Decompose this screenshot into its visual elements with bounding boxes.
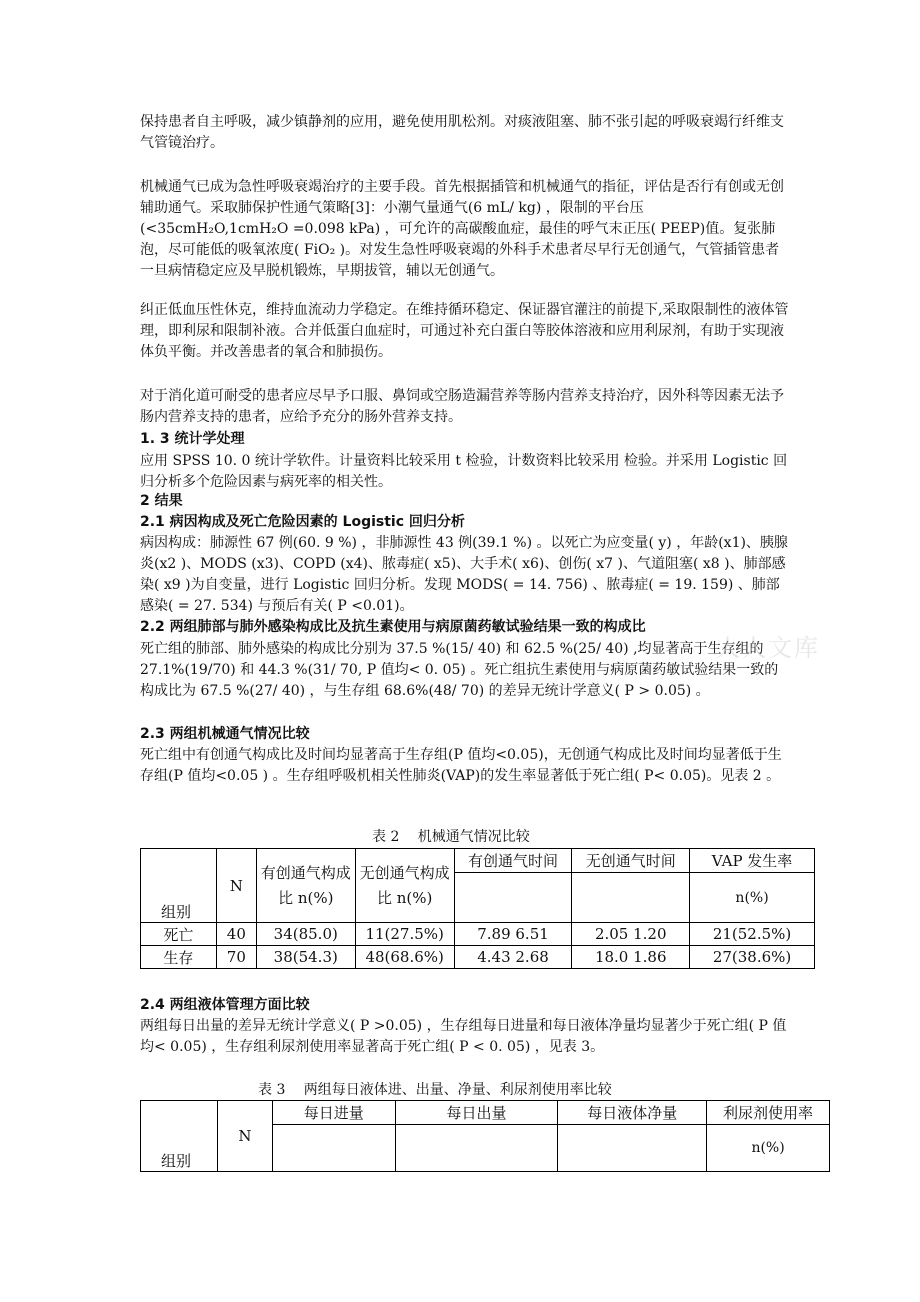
paragraph-text: 死亡组的肺部、肺外感染的构成比分别为 37.5 %(15/ 40) 和 62.5 %(25/ 40) ,均显著高于生存组的 27.1%(19/70) 和 44.3 %(31/ 70, P 值均< 0. 05) 。死亡组抗生素使用与病原菌药敏试验结果一致的构成比为 67.5 %(27/ 40) ，与生存组 68.6%(48/ 70) 的差异无统计学意义( P > 0.05) 。 xyxy=(140,641,779,699)
table2 xyxy=(140,848,815,969)
watermark-logo: 人人文库 xyxy=(716,634,820,662)
paragraph-nutrition xyxy=(140,386,790,428)
table3-header-empty xyxy=(272,1125,395,1172)
table2-header-noninvasive-ratio: 无创通气构成比 n(%) xyxy=(355,849,454,923)
table-cell-invasive-time: 7.89 6.51 xyxy=(454,923,572,946)
table3-header-n: N xyxy=(217,1101,272,1172)
paragraph-text: 病因构成：肺源性 67 例(60. 9 %) ，非肺源性 43 例(39.1 %) 。以死亡为应变量( y) ，年龄(x1)、胰腺炎(x2 )、MODS (x3)、COPD (x4)、脓毒症( x5)、大手术( x6)、创伤( x7 )、气道阻塞( x8 )、肺部感染( x9 )为自变量，进行 Logistic 回归分析。发现 MODS( = 14. 756) 、脓毒症( = 19. 159) 、肺部感染( = 27. 534) 与预后有关( P <0.01)。 xyxy=(140,535,788,614)
paragraph-infection xyxy=(140,639,790,702)
table-row xyxy=(141,946,815,969)
paragraph-airway xyxy=(140,112,790,154)
table-cell-invasive: 34(85.0) xyxy=(256,923,355,946)
table2-header-invasive-time: 有创通气时间 xyxy=(454,849,572,873)
table2-header-noninvasive-time: 无创通气时间 xyxy=(572,849,690,873)
heading-logistic: 2.1 病因构成及死亡危险因素的 Logistic 回归分析 xyxy=(140,514,465,530)
paragraph-fluid xyxy=(140,1016,790,1058)
table-row xyxy=(141,923,815,946)
table-cell-noninvasive: 48(68.6%) xyxy=(355,946,454,969)
table-cell-noninvasive-time: 2.05 1.20 xyxy=(572,923,690,946)
paragraph-text: 保持患者自主呼吸，减少镇静剂的应用，避免使用肌松剂。对痰液阻塞、肺不张引起的呼吸衰竭行纤维支气管镜治疗。 xyxy=(140,114,784,151)
paragraph-text: 死亡组中有创通气构成比及时间均显著高于生存组(P 值均<0.05)，无创通气构成比及时间均显著低于生存组(P 值均<0.05 ) 。生存组呼吸机相关性肺炎(VAP)的发生率显著低于死亡组( P< 0.05)。见表 2 。 xyxy=(140,747,782,784)
table2-header-invasive-ratio: 有创通气构成比 n(%) xyxy=(256,849,355,923)
table-cell-group: 死亡 xyxy=(141,923,217,946)
paragraph-logistic xyxy=(140,533,790,617)
table3-header-empty xyxy=(395,1125,558,1172)
table3 xyxy=(140,1100,830,1172)
table-cell-n: 40 xyxy=(216,923,256,946)
heading-fluid: 2.4 两组液体管理方面比较 xyxy=(140,997,310,1013)
table2-header-n: N xyxy=(216,849,256,923)
table-cell-vap: 21(52.5%) xyxy=(690,923,815,946)
paragraph-text: 应用 SPSS 10. 0 统计学软件。计量资料比较采用 t 检验，计数资料比较采用 检验。并采用 Logistic 回归分析多个危险因素与病死率的相关性。 xyxy=(140,453,788,490)
table-cell-noninvasive-time: 18.0 1.86 xyxy=(572,946,690,969)
paragraph-mechanical-ventilation xyxy=(140,177,790,282)
table3-header-net: 每日液体净量 xyxy=(558,1101,707,1125)
paragraph-ventilation-compare xyxy=(140,745,790,787)
table2-header-vap: VAP 发生率 xyxy=(690,849,815,873)
table-cell-n: 70 xyxy=(216,946,256,969)
table3-header-output: 每日出量 xyxy=(395,1101,558,1125)
table-cell-invasive: 38(54.3) xyxy=(256,946,355,969)
table2-header-empty xyxy=(454,873,572,923)
paragraph-text: 纠正低血压性休克，维持血流动力学稳定。在维持循环稳定、保证器官灌注的前提下,采取限制性的液体管理，即利尿和限制补液。合并低蛋白血症时，可通过补充白蛋白等胶体溶液和应用利尿剂，有助于实现液体负平衡。并改善患者的氧合和肺损伤。 xyxy=(140,302,789,360)
table2-header-vap-unit: n(%) xyxy=(690,873,815,923)
heading-ventilation-compare: 2.3 两组机械通气情况比较 xyxy=(140,726,310,742)
table3-header-group: 组别 xyxy=(141,1101,218,1172)
table2-header-empty xyxy=(572,873,690,923)
table-cell-vap: 27(38.6%) xyxy=(690,946,815,969)
table-cell-noninvasive: 11(27.5%) xyxy=(355,923,454,946)
paragraph-text: 对于消化道可耐受的患者应尽早予口服、鼻饲或空肠造漏营养等肠内营养支持治疗，因外科等因素无法予肠内营养支持的患者，应给予充分的肠外营养支持。 xyxy=(140,388,784,425)
table-cell-invasive-time: 4.43 2.68 xyxy=(454,946,572,969)
table2-caption: 表 2 机械通气情况比较 xyxy=(372,829,530,845)
table3-caption: 表 3 两组每日液体进、出量、净量、利尿剂使用率比较 xyxy=(258,1082,612,1098)
table-cell-group: 生存 xyxy=(141,946,217,969)
table3-header-diuretic-unit: n(%) xyxy=(707,1125,830,1172)
paragraph-statistics xyxy=(140,451,790,493)
paragraph-text: 机械通气已成为急性呼吸衰竭治疗的主要手段。首先根据插管和机械通气的指征，评估是否行有创或无创辅助通气。采取肺保护性通气策略[3]：小潮气量通气(6 mL/ kg) ，限制的平台压(<35cmH₂O,1cmH₂O =0.098 kPa) ，可允许的高碳酸血症，最佳的呼气末正压( PEEP)值。复张肺泡，尽可能低的吸氧浓度( FiO₂ )。对发生急性呼吸衰竭的外科手术患者尽早行无创通气，气管插管患者一旦病情稳定应及早脱机锻炼，早期拔管，辅以无创通气。 xyxy=(140,179,784,279)
heading-infection: 2.2 两组肺部与肺外感染构成比及抗生素使用与病原菌药敏试验结果一致的构成比 xyxy=(140,619,646,635)
table2-header-group: 组别 xyxy=(141,849,217,923)
paragraph-hypotension xyxy=(140,300,790,363)
table3-header-empty xyxy=(558,1125,707,1172)
paragraph-text: 两组每日出量的差异无统计学意义( P >0.05) ，生存组每日进量和每日液体净量均显著少于死亡组( P 值均< 0.05) ，生存组利尿剂使用率显著高于死亡组( P < 0. 05) ，见表 3。 xyxy=(140,1018,787,1055)
table3-header-intake: 每日进量 xyxy=(272,1101,395,1125)
table3-header-diuretic: 利尿剂使用率 xyxy=(707,1101,830,1125)
heading-results: 2 结果 xyxy=(140,493,183,509)
heading-statistics: 1. 3 统计学处理 xyxy=(140,431,245,447)
